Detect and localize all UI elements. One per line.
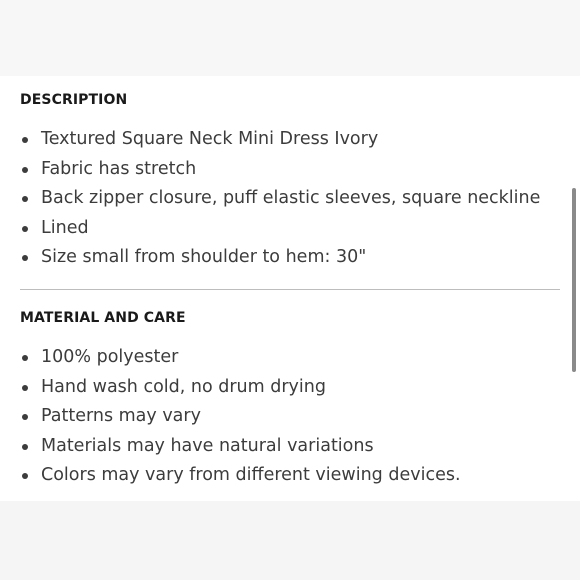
list-item-text: Patterns may vary: [41, 406, 201, 426]
material-care-heading: MATERIAL AND CARE: [20, 310, 186, 326]
bullet-icon: [22, 167, 28, 173]
list-item-text: Size small from shoulder to hem: 30": [41, 247, 367, 267]
list-item: [20, 214, 550, 244]
list-item: [20, 461, 550, 491]
list-item: [20, 184, 550, 214]
bullet-icon: [22, 473, 28, 479]
material-care-list: [20, 343, 550, 491]
description-heading: DESCRIPTION: [20, 92, 128, 108]
list-item: [20, 155, 550, 185]
scrollbar-thumb[interactable]: [572, 188, 576, 372]
bullet-icon: [22, 444, 28, 450]
list-item-text: Textured Square Neck Mini Dress Ivory: [41, 129, 379, 149]
list-item: [20, 432, 550, 462]
bullet-icon: [22, 385, 28, 391]
bottom-background: [0, 501, 580, 580]
list-item: [20, 125, 550, 155]
list-item: [20, 373, 550, 403]
list-item: [20, 243, 550, 273]
bullet-icon: [22, 355, 28, 361]
list-item: [20, 343, 550, 373]
top-background: [0, 0, 580, 76]
list-item-text: Fabric has stretch: [41, 158, 197, 179]
section-divider: [20, 289, 560, 290]
list-item-text: Hand wash cold, no drum drying: [41, 376, 326, 397]
list-item-text: Lined: [41, 217, 89, 238]
list-item: [20, 402, 550, 432]
bullet-icon: [22, 196, 28, 202]
bullet-icon: [22, 414, 28, 420]
list-item-text: Materials may have natural variations: [41, 435, 374, 456]
list-item-text: Back zipper closure, puff elastic sleeves, square neckline: [41, 188, 541, 208]
description-list: [20, 125, 550, 273]
bullet-icon: [22, 137, 28, 143]
list-item-text: Colors may vary from different viewing devices.: [41, 465, 461, 485]
bullet-icon: [22, 226, 28, 232]
list-item-text: 100% polyester: [41, 347, 179, 367]
bullet-icon: [22, 255, 28, 261]
